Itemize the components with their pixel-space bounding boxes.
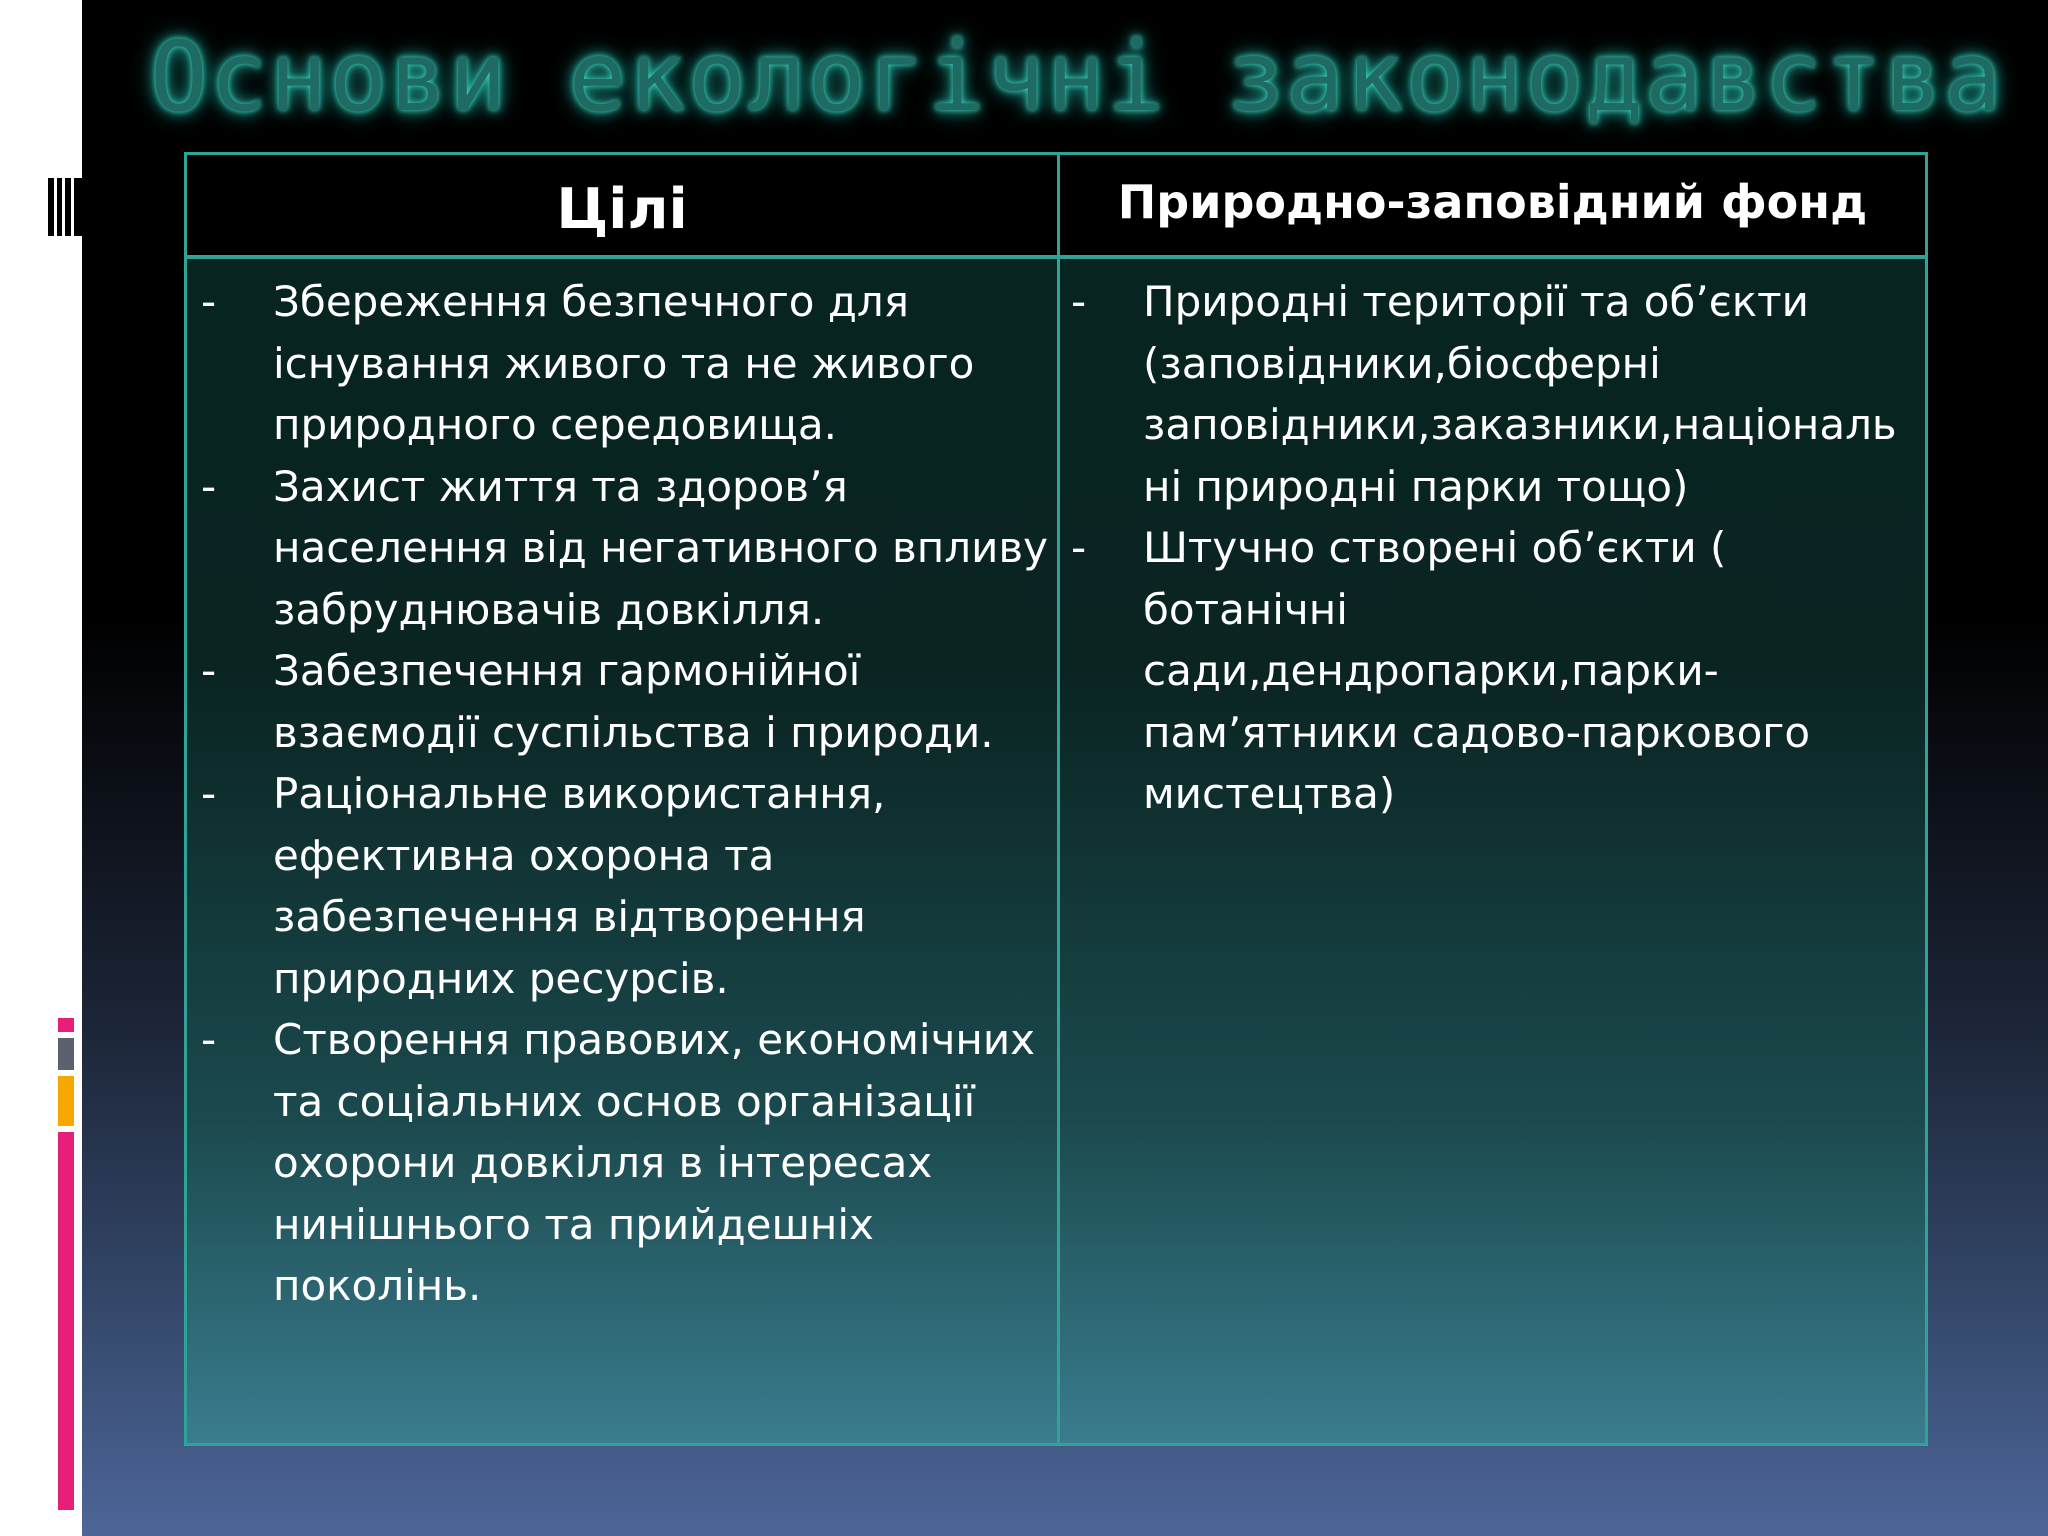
list-item-text: Штучно створені об’єкти ( ботанічні сади,дендропарки,парки-пам’ятники садово-паркового мистецтва) (1143, 523, 1811, 818)
bullet-dash: - (201, 646, 217, 695)
column-divider (1057, 155, 1060, 1443)
list-item-text: Природні території та об’єкти (заповідники,біосферні заповідники,заказники,національ ні природні парки тощо) (1143, 277, 1897, 511)
bullet-dash: - (201, 1015, 217, 1064)
list-item-text: Створення правових, економічних та соціальних основ організації охорони довкілля в інтересах нинішнього та прийдешніх поколінь. (273, 1015, 1036, 1310)
list-item (201, 763, 1051, 1009)
accent-bar-pink-bottom (58, 1132, 74, 1510)
bullet-dash: - (1071, 277, 1087, 326)
bullet-dash: - (1071, 523, 1087, 572)
list-item (1071, 517, 1921, 825)
list-item-text: Захист життя та здоров’я населення від негативного впливу забруднювачів довкілля. (273, 461, 1049, 634)
goals-column (201, 271, 1051, 1317)
bullet-dash: - (201, 769, 217, 818)
accent-bar-orange (58, 1076, 74, 1126)
table-header-row (187, 155, 1925, 259)
header-goals: Цілі (556, 176, 688, 242)
fund-list (1071, 271, 1921, 825)
bullet-dash: - (201, 277, 217, 326)
list-item-text: Збереження безпечного для існування живого та не живого природного середовища. (273, 277, 975, 449)
list-item (201, 271, 1051, 456)
goals-list (201, 271, 1051, 1317)
list-item (1071, 271, 1921, 517)
bullet-dash: - (201, 461, 217, 511)
list-item-text: Забезпечення гармонійної взаємодії суспільства і природи. (273, 646, 994, 757)
list-item (201, 456, 1051, 641)
list-item (201, 1009, 1051, 1317)
comparison-table (184, 152, 1928, 1446)
accent-bar-gray (58, 1038, 74, 1070)
list-item (201, 640, 1051, 763)
list-item-text: Раціональне використання, ефективна охорона та забезпечення відтворення природних ресурсів. (273, 769, 886, 1003)
header-nature-reserve-fund: Природно-заповідний фонд (1117, 175, 1868, 229)
accent-bar-pink-top (58, 1018, 74, 1032)
fund-column (1071, 271, 1921, 825)
slide-title: Основи екологічні законодавства (150, 21, 2004, 133)
striped-lines-decoration (48, 178, 82, 236)
